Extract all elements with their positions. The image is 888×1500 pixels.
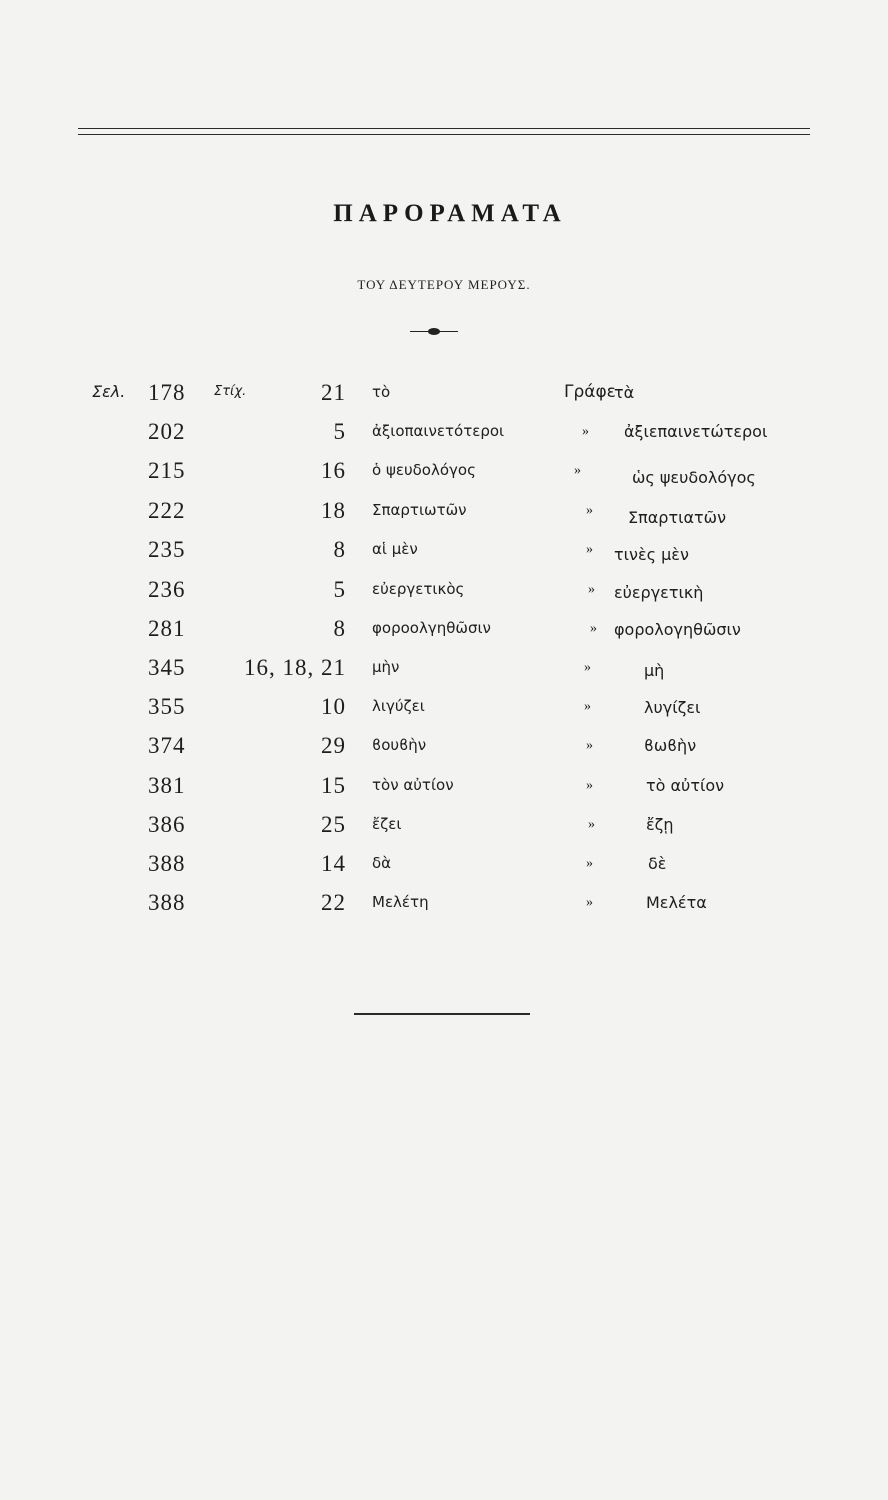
correction-text: εὐεργετικὴ [614, 583, 704, 602]
errata-row [0, 733, 888, 763]
line-number: 18 [321, 498, 346, 523]
errata-row [0, 537, 888, 567]
page-number: 215 [148, 458, 186, 483]
ornament-divider [410, 328, 458, 336]
line-number: 16, 18, 21 [244, 655, 346, 680]
error-text: ϐουϐὴν [372, 736, 427, 754]
correction-text: ἔζῃ [646, 815, 674, 834]
page-number: 236 [148, 577, 186, 602]
line-number: 29 [321, 733, 346, 758]
error-text: Μελέτη [372, 893, 429, 911]
line-number: 21 [321, 380, 346, 405]
ditto-mark: » [586, 856, 593, 871]
page-label: Σελ. [92, 382, 126, 401]
page-number: 388 [148, 851, 186, 876]
errata-row [0, 616, 888, 646]
errata-row [0, 773, 888, 803]
page-number: 388 [148, 890, 186, 915]
error-text: λιγύζει [372, 697, 425, 715]
ditto-mark: » [584, 699, 591, 714]
page-number: 178 [148, 380, 186, 405]
correction-text: ϐωϐὴν [644, 736, 697, 755]
line-number: 5 [333, 419, 346, 444]
error-text: Σπαρτιωτῶν [372, 501, 467, 519]
line-number: 14 [321, 851, 346, 876]
errata-row [0, 694, 888, 724]
correction-text: ἀξιεπαινετώτεροι [624, 422, 768, 441]
ditto-mark: » [584, 660, 591, 675]
line-number: 22 [321, 890, 346, 915]
top-double-rule [78, 128, 810, 138]
page-number: 281 [148, 616, 186, 641]
error-text: τὸν αὐτίον [372, 776, 454, 794]
error-text: τὸ [372, 383, 391, 401]
errata-row [0, 851, 888, 881]
error-text: μὴν [372, 658, 400, 676]
error-text: εὐεργετικὸς [372, 580, 465, 598]
correction-text: φορολογηθῶσιν [614, 620, 741, 639]
page-number: 374 [148, 733, 186, 758]
error-text: ὁ ψευδολόγος [372, 461, 476, 479]
line-number: 5 [333, 577, 346, 602]
page-subtitle: ΤΟΥ ΔΕΥΤΕΡΟΥ ΜΕΡΟΥΣ. [357, 277, 531, 292]
page-number: 202 [148, 419, 186, 444]
page-number: 222 [148, 498, 186, 523]
correction-text: ὡς ψευδολόγος [632, 468, 756, 487]
ditto-mark: » [582, 424, 589, 439]
correction-text: τινὲς μὲν [614, 545, 689, 564]
errata-row [0, 890, 888, 920]
page-number: 355 [148, 694, 186, 719]
error-text: δὰ [372, 854, 392, 872]
page-title: ΠΑΡΟΡΑΜΑΤΑ [333, 200, 567, 227]
page-number: 386 [148, 812, 186, 837]
correction-text: Σπαρτιατῶν [628, 508, 727, 527]
correction-text: λυγίζει [644, 698, 701, 717]
errata-row [0, 380, 888, 410]
ditto-mark: » [574, 463, 581, 478]
page-number: 345 [148, 655, 186, 680]
ditto-mark: » [586, 738, 593, 753]
line-number: 8 [333, 616, 346, 641]
error-text: αἱ μὲν [372, 540, 418, 558]
errata-row [0, 458, 888, 488]
error-text: ἔζει [372, 815, 402, 833]
errata-row [0, 812, 888, 842]
bottom-rule [354, 1013, 530, 1015]
ditto-mark: » [586, 895, 593, 910]
correction-text: μὴ [644, 661, 665, 680]
ditto-mark: » [586, 778, 593, 793]
ditto-mark: » [588, 582, 595, 597]
ditto-mark: » [590, 621, 597, 636]
read-label: Γράφε [564, 382, 616, 402]
top-rule-line [78, 134, 810, 135]
line-number: 8 [333, 537, 346, 562]
line-number: 16 [321, 458, 346, 483]
line-label: Στίχ. [214, 384, 247, 399]
error-text: ἀξιοπαινετότεροι [372, 422, 505, 440]
line-number: 10 [321, 694, 346, 719]
line-number: 25 [321, 812, 346, 837]
ditto-mark: » [586, 503, 593, 518]
error-text: φοροολγηθῶσιν [372, 619, 491, 637]
ornament-dot [428, 328, 440, 335]
errata-row [0, 419, 888, 449]
top-rule-line [78, 128, 810, 129]
correction-text: τὰ [614, 383, 635, 402]
page-number: 381 [148, 773, 186, 798]
ditto-mark: » [588, 817, 595, 832]
correction-text: τὸ αὐτίον [646, 776, 725, 795]
ditto-mark: » [586, 542, 593, 557]
errata-row [0, 655, 888, 685]
correction-text: Μελέτα [646, 893, 707, 912]
errata-row [0, 498, 888, 528]
line-number: 15 [321, 773, 346, 798]
correction-text: δὲ [648, 854, 667, 873]
errata-row [0, 577, 888, 607]
page-number: 235 [148, 537, 186, 562]
